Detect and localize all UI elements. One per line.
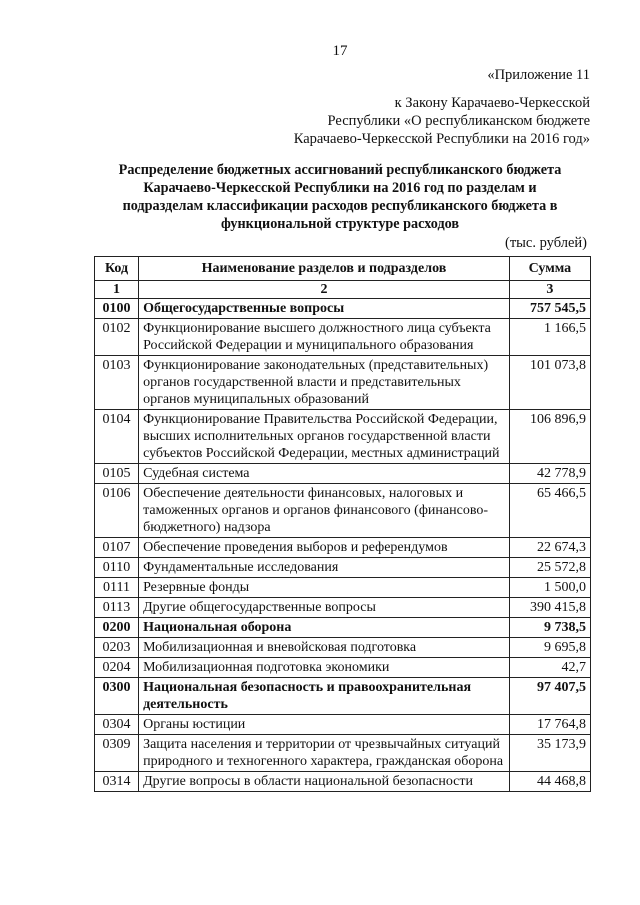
document-title-line-4: функциональной структуре расходов xyxy=(220,216,460,232)
row-name: Национальная безопасность и правоохранительная деятельность xyxy=(139,678,510,715)
table-row xyxy=(95,735,591,772)
row-code: 0107 xyxy=(95,538,139,558)
row-sum: 17 764,8 xyxy=(509,715,590,735)
row-name: Фундаментальные исследования xyxy=(139,558,510,578)
table-row xyxy=(95,598,591,618)
row-sum: 106 896,9 xyxy=(509,410,590,464)
row-sum: 1 166,5 xyxy=(509,319,590,356)
row-code: 0105 xyxy=(95,464,139,484)
row-code: 0103 xyxy=(95,356,139,410)
header-code: Код xyxy=(95,257,139,281)
row-name: Органы юстиции xyxy=(139,715,510,735)
document-title-line-3: подразделам классификации расходов республиканского бюджета в xyxy=(122,198,558,214)
row-sum: 757 545,5 xyxy=(509,299,590,319)
row-name: Резервные фонды xyxy=(139,578,510,598)
row-name: Обеспечение деятельности финансовых, налоговых и таможенных органов и органов финансового (финансово-бюджетного) надзора xyxy=(139,484,510,538)
row-code: 0113 xyxy=(95,598,139,618)
table-index-row xyxy=(95,281,591,299)
document-title xyxy=(90,161,590,233)
row-code: 0100 xyxy=(95,299,139,319)
row-sum: 390 415,8 xyxy=(509,598,590,618)
row-code: 0300 xyxy=(95,678,139,715)
table-row xyxy=(95,658,591,678)
row-code: 0314 xyxy=(95,772,139,792)
row-name: Защита населения и территории от чрезвычайных ситуаций природного и техногенного характера, гражданская оборона xyxy=(139,735,510,772)
table-row xyxy=(95,319,591,356)
table-row-section xyxy=(95,678,591,715)
row-name: Функционирование высшего должностного лица субъекта Российской Федерации и муниципального образования xyxy=(139,319,510,356)
table-row xyxy=(95,464,591,484)
page-number: 17 xyxy=(332,43,348,59)
table-row xyxy=(95,715,591,735)
header-name: Наименование разделов и подразделов xyxy=(139,257,510,281)
table-row xyxy=(95,558,591,578)
row-sum: 97 407,5 xyxy=(509,678,590,715)
row-name: Функционирование законодательных (представительных) органов государственной власти и представительных органов муниципальных образований xyxy=(139,356,510,410)
row-sum: 25 572,8 xyxy=(509,558,590,578)
row-code: 0104 xyxy=(95,410,139,464)
row-sum: 22 674,3 xyxy=(509,538,590,558)
row-name: Обеспечение проведения выборов и референдумов xyxy=(139,538,510,558)
row-sum: 101 073,8 xyxy=(509,356,590,410)
row-code: 0204 xyxy=(95,658,139,678)
row-sum: 9 695,8 xyxy=(509,638,590,658)
row-code: 0110 xyxy=(95,558,139,578)
table-row xyxy=(95,638,591,658)
row-name: Другие вопросы в области национальной безопасности xyxy=(139,772,510,792)
table-row xyxy=(95,772,591,792)
row-code: 0102 xyxy=(95,319,139,356)
header-sum: Сумма xyxy=(509,257,590,281)
row-sum: 42,7 xyxy=(509,658,590,678)
row-sum: 9 738,5 xyxy=(509,618,590,638)
row-name: Мобилизационная подготовка экономики xyxy=(139,658,510,678)
row-name: Общегосударственные вопросы xyxy=(139,299,510,319)
row-name: Национальная оборона xyxy=(139,618,510,638)
row-code: 0309 xyxy=(95,735,139,772)
index-name: 2 xyxy=(139,281,510,299)
table-row xyxy=(95,410,591,464)
table-row xyxy=(95,578,591,598)
units-label: (тыс. рублей) xyxy=(505,235,587,251)
document-title-line-2: Карачаево-Черкесской Республики на 2016 год по разделам и xyxy=(143,180,537,196)
appendix-title: «Приложение 11 xyxy=(487,67,590,83)
table-row-section xyxy=(95,618,591,638)
row-code: 0304 xyxy=(95,715,139,735)
appendix-line-2: Республики «О республиканском бюджете xyxy=(327,113,590,129)
row-sum: 1 500,0 xyxy=(509,578,590,598)
appendix-line-1: к Закону Карачаево-Черкесской xyxy=(394,95,590,111)
document-title-line-1: Распределение бюджетных ассигнований республиканского бюджета xyxy=(118,162,562,178)
appendix-line-3: Карачаево-Черкесской Республики на 2016 год» xyxy=(293,131,590,147)
row-sum: 65 466,5 xyxy=(509,484,590,538)
table-row xyxy=(95,538,591,558)
row-name: Функционирование Правительства Российской Федерации, высших исполнительных органов государственной власти субъектов Российской Федерации, местных администраций xyxy=(139,410,510,464)
row-name: Другие общегосударственные вопросы xyxy=(139,598,510,618)
table-header-row xyxy=(95,257,591,281)
row-code: 0106 xyxy=(95,484,139,538)
row-name: Мобилизационная и вневойсковая подготовка xyxy=(139,638,510,658)
table-body xyxy=(95,299,591,792)
table-row xyxy=(95,484,591,538)
row-name: Судебная система xyxy=(139,464,510,484)
index-code: 1 xyxy=(95,281,139,299)
row-code: 0111 xyxy=(95,578,139,598)
row-code: 0203 xyxy=(95,638,139,658)
row-code: 0200 xyxy=(95,618,139,638)
row-sum: 44 468,8 xyxy=(509,772,590,792)
table-row xyxy=(95,356,591,410)
table-row-section xyxy=(95,299,591,319)
row-sum: 42 778,9 xyxy=(509,464,590,484)
budget-table xyxy=(94,256,591,792)
row-sum: 35 173,9 xyxy=(509,735,590,772)
index-sum: 3 xyxy=(509,281,590,299)
